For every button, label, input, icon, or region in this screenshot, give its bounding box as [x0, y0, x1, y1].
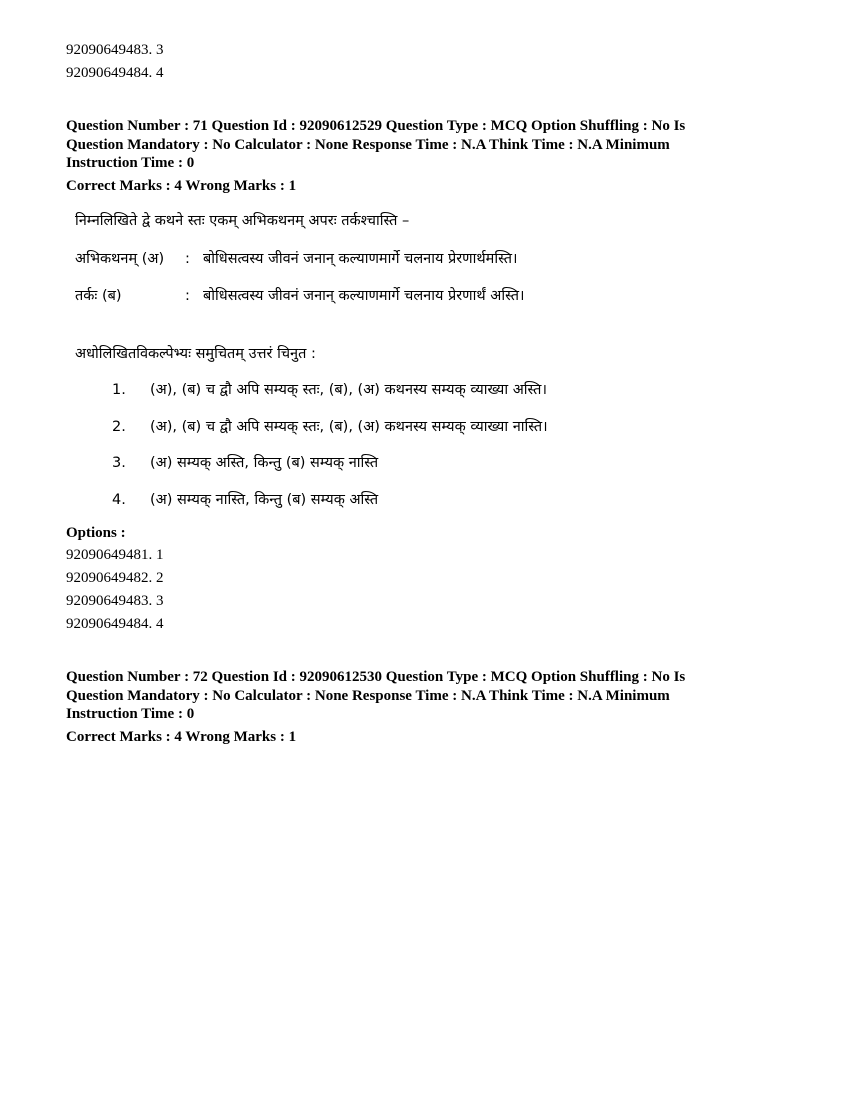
q72-header-line2: Question Mandatory : No Calculator : None Response Time : N.A Think Time : N.A Minimum [66, 688, 670, 704]
q72-header-line1: Question Number : 72 Question Id : 92090612530 Question Type : MCQ Option Shuffling : No Is [66, 669, 686, 685]
choice-3-text: (अ) सम्यक् अस्ति, किन्तु (ब) सम्यक् नास्ति [150, 455, 379, 471]
q71-header-line2: Question Mandatory : No Calculator : None Response Time : N.A Think Time : N.A Minimum [66, 137, 670, 153]
q71-intro: निम्नलिखिते द्वे कथने स्तः एकम् अभिकथनम् अपरः तर्कश्चास्ति – [75, 213, 410, 229]
reason-separator: : [185, 288, 190, 304]
choice-4-number: 4. [112, 492, 126, 508]
choice-1-text: (अ), (ब) च द्वौ अपि सम्यक् स्तः, (ब), (अ) कथनस्य सम्यक् व्याख्या अस्ति। [150, 382, 547, 398]
q72-header-line3: Instruction Time : 0 [66, 706, 195, 722]
choice-4-text: (अ) सम्यक् नास्ति, किन्तु (ब) सम्यक् अस्ति [150, 492, 379, 508]
q71-header-line3: Instruction Time : 0 [66, 155, 195, 171]
assertion-text: बोधिसत्वस्य जीवनं जनान् कल्याणमार्गे चलनाय प्रेरणार्थमस्ति। [203, 251, 518, 267]
assertion-separator: : [185, 251, 190, 267]
q71-marks: Correct Marks : 4 Wrong Marks : 1 [66, 178, 297, 194]
reason-label: तर्कः (ब) [75, 288, 122, 304]
q71-instruction: अधोलिखितविकल्पेभ्यः समुचितम् उत्तरं चिनुत : [75, 346, 316, 362]
option-id-2: 92090649482. 2 [66, 570, 164, 586]
assertion-label: अभिकथनम् (अ) [75, 251, 165, 267]
option-id-3: 92090649483. 3 [66, 593, 164, 609]
reason-text: बोधिसत्वस्य जीवनं जनान् कल्याणमार्गे चलनाय प्रेरणार्थं अस्ति। [203, 288, 525, 304]
option-id-4: 92090649484. 4 [66, 616, 164, 632]
options-label: Options : [66, 525, 126, 541]
choice-1-number: 1. [112, 382, 126, 398]
choice-2-text: (अ), (ब) च द्वौ अपि सम्यक् स्तः, (ब), (अ) कथनस्य सम्यक् व्याख्या नास्ति। [150, 419, 548, 435]
choice-3-number: 3. [112, 455, 126, 471]
option-id-1: 92090649481. 1 [66, 547, 164, 563]
prev-option-4: 92090649484. 4 [66, 65, 164, 81]
choice-2-number: 2. [112, 419, 126, 435]
q72-marks: Correct Marks : 4 Wrong Marks : 1 [66, 729, 297, 745]
q71-header-line1: Question Number : 71 Question Id : 92090612529 Question Type : MCQ Option Shuffling : No Is [66, 118, 686, 134]
prev-option-3: 92090649483. 3 [66, 42, 164, 58]
